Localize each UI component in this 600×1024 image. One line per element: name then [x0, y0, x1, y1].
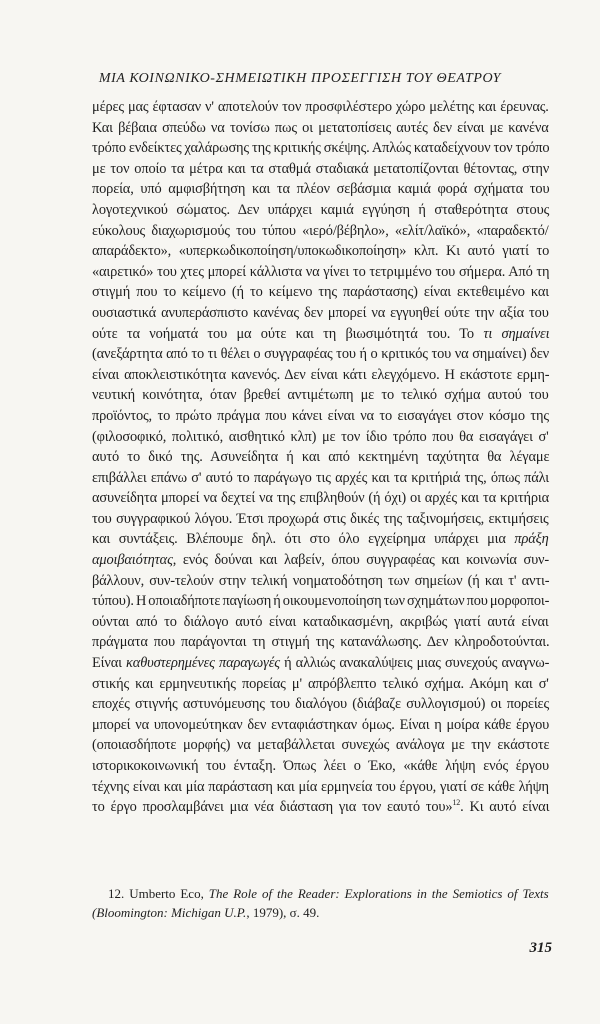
text-segment: είναι αποκλειστικότητα κανενός. Δεν είναι κάτι ελεγχόμενο. Η εκάστοτε ερμη-	[92, 366, 550, 383]
text-line	[92, 694, 549, 715]
text-segment: απαράδεκτο», «υπερκωδικοποίηση/υποκωδικοποίηση» κλπ. Κι αυτό γιατί το	[92, 243, 550, 260]
text-segment: ουσιαστικά ανυπεράσπιστο κανένας δεν μπορεί να εγγυηθεί ούτε την αξία του	[92, 304, 549, 321]
text-segment: με τον οποίο τα μέτρα και τα σταθμά σταδιακά μετατοπίζονται θέτοντας, στην	[92, 160, 550, 177]
text-segment: (φιλοσοφικό, πολιτικό, αισθητικό κλπ) με τον ίδιο τρόπο που θα εισαγάγει σ'	[92, 428, 549, 445]
text-line	[92, 468, 549, 489]
footnote-title: The Role of the Reader: Explorations in the Semiotics of Texts	[208, 886, 549, 901]
running-header: ΜΙΑ ΚΟΙΝΩΝΙΚΟ-ΣΗΜΕΙΩΤΙΚΗ ΠΡΟΣΕΓΓΙΣΗ ΤΟΥ ΘΕΑΤΡΟΥ	[98, 71, 502, 86]
footnote-rest: , 1979), σ. 49.	[246, 905, 320, 920]
page-number: 315	[529, 940, 552, 956]
text-segment: εποχές στιγνής αστυνόμευσης του διαλόγου (διάβαζε συλλογισμού) οι πορείες	[92, 696, 549, 713]
text-line	[92, 282, 549, 303]
text-line	[92, 591, 549, 612]
italic-text: τι σημαίνει	[483, 325, 550, 342]
text-segment: (οποιασδήποτε μορφής) να μεταβάλλεται συνεχώς ανάλογα με την εκάστοτε	[92, 737, 550, 754]
text-segment: ή αλλιώς ανακαλύψεις μιας συνεχούς αναγνω-	[279, 655, 550, 672]
text-segment: στιγμή που το κείμενο (ή το κείμενο της παράστασης) είναι εκτεθειμένο και	[92, 284, 549, 301]
text-line	[92, 200, 549, 221]
text-line	[92, 344, 549, 365]
footnote-author: Umberto Eco,	[129, 886, 209, 901]
footnote-line-1	[92, 884, 549, 903]
text-line	[92, 97, 549, 118]
text-segment: τύπου). Η οποιαδήποτε παγίωση ή οικουμενοποίηση των σχημάτων που μορφοποι-	[92, 593, 550, 610]
text-line	[92, 509, 549, 530]
italic-text: πράξη	[514, 531, 549, 548]
text-segment: τέχνης είναι και μία παράσταση και μία ερμηνεία του έργου, γιατί σε κάθε λήψη	[92, 778, 549, 795]
text-segment: μπορεί να υπονομεύτηκαν δεν ενταφιάστηκαν όμως. Είναι η μοίρα κάθε έργου	[92, 716, 550, 733]
text-line	[92, 715, 549, 736]
text-segment: μέρες μας έφτασαν ν' αποτελούν τον προσφιλέστερο χώρο μελέτης και έρευνας.	[92, 99, 549, 115]
text-line	[92, 427, 549, 448]
text-segment: εύκολους διαχωρισμούς του τύπου «ιερό/βέβηλο», «ελίτ/λαϊκό», «παραδεκτό/	[92, 222, 549, 239]
text-segment: και συντάξεις. Βλέπουμε δηλ. ότι στο όλο εγχείρημα υπάρχει μια	[92, 531, 515, 548]
text-segment: ούνται από το διάλογο αυτό είναι καταδικασμένη, ακριβώς γιατί αυτά είναι	[92, 613, 549, 630]
footnote-line-2	[92, 903, 549, 922]
text-segment: Είναι	[92, 655, 127, 672]
footnote-ref: 12	[452, 798, 461, 808]
text-line	[92, 241, 549, 262]
text-segment: τρόπο ενδείκτες χαλάρωσης της κριτικής σκέψης. Απλώς καταδείχνουν τον τρόπο	[92, 140, 550, 157]
text-line	[92, 756, 549, 777]
text-segment: «αιρετικό» του χτες μπορεί κάλλιστα να γίνει το τετριμμένο του σήμερα. Από τη	[92, 263, 550, 280]
text-line	[92, 303, 549, 324]
text-segment: . Κι αυτό είναι	[460, 799, 550, 816]
text-segment: Και βέβαια σπεύδω να τονίσω πως οι μετατοπίσεις αυτές δεν είναι με κανένα	[92, 119, 549, 136]
footnote-12	[92, 884, 549, 922]
text-line	[92, 735, 549, 756]
text-segment: νευτική κοινότητα, όταν βρεθεί αντιμέτωπη με το τελικό σχήμα αυτού του	[92, 387, 549, 404]
text-segment: πράγματα που παράγονται τη στιγμή της κατανάλωσης. Δεν κληροδοτούνται.	[92, 634, 550, 651]
text-segment: προϊόντος, το πρώτο πράγμα που κάνει είναι να το εισαγάγει στον κόσμο της	[92, 407, 549, 424]
text-line	[92, 365, 549, 386]
text-line	[92, 777, 549, 798]
text-line	[92, 447, 549, 468]
text-segment: αυτό το δικό της. Ασυνείδητα ή και από κεκτημένη ταχύτητα θα λέγαμε	[92, 449, 550, 466]
text-line	[92, 221, 549, 242]
text-segment: ασυνείδητα μπορεί να δεχτεί να της επιβληθούν (ή όχι) οι αρχές και τα κριτήρια	[92, 490, 549, 507]
footnote-number: 12.	[108, 886, 130, 901]
text-line	[92, 797, 549, 818]
text-segment: ιστορικοκοινωνική του ένταξη. Όπως λέει ο Έκο, «κάθε λήψη ενός έργου	[92, 758, 549, 774]
text-segment: , ενός δούναι και λαβείν, όπου συγγραφέας και κοινωνία συν-	[172, 552, 550, 569]
text-segment: βάλλουν, συν-τελούν στην τελική νοηματοδότηση των σημείων (ή και τ' αντι-	[92, 572, 550, 589]
text-line	[92, 118, 549, 139]
text-line	[92, 385, 549, 406]
italic-text: καθυστερημένες παραγωγές	[126, 655, 280, 672]
text-line	[92, 488, 549, 509]
text-line	[92, 653, 549, 674]
text-line	[92, 632, 549, 653]
text-line	[92, 159, 549, 180]
text-segment: το έργο προσλαμβάνει μια νέα διάσταση για τον εαυτό του»	[92, 799, 453, 816]
text-line	[92, 674, 549, 695]
text-segment: πορεία, υπό αμφισβήτηση και τα πλέον σεβάσμια καμιά φορά σχήματα του	[92, 181, 550, 198]
text-line	[92, 550, 549, 571]
text-segment: επιβάλλει επάνω σ' αυτό το παράγωγο τις αρχές και τα κριτήριά της, όπως πάλι	[92, 469, 550, 486]
text-segment: λογοτεχνικού σώματος. Δεν υπάρχει καμιά εγγύηση ή σταθερότητα στους	[92, 201, 550, 218]
text-line	[92, 138, 549, 159]
text-line	[92, 324, 549, 345]
text-segment: ούτε τα νοήματά του μα ούτε και τη βιωσιμότητά του. Το	[92, 325, 484, 342]
text-line	[92, 529, 549, 550]
footnote-publisher: (Bloomington: Michigan U.P.	[92, 905, 247, 920]
text-segment: στικής και ερμηνευτικής πορείας μ' απρόβλεπτο τελικό σχήμα. Ακόμη και σ'	[92, 675, 549, 692]
text-line	[92, 406, 549, 427]
text-segment: του συγγραφικού λόγου. Έτσι προχωρά στις δικές της ταξινομήσεις, εκτιμήσεις	[92, 510, 549, 527]
text-line	[92, 262, 549, 283]
body-text	[92, 97, 549, 818]
text-line	[92, 179, 549, 200]
text-segment: (ανεξάρτητα από το τι θέλει ο συγγραφέας του ή ο κριτικός του να σημαίνει) δεν	[92, 346, 550, 363]
text-line	[92, 571, 549, 592]
text-line	[92, 612, 549, 633]
italic-text: αμοιβαιότητας	[92, 552, 173, 569]
